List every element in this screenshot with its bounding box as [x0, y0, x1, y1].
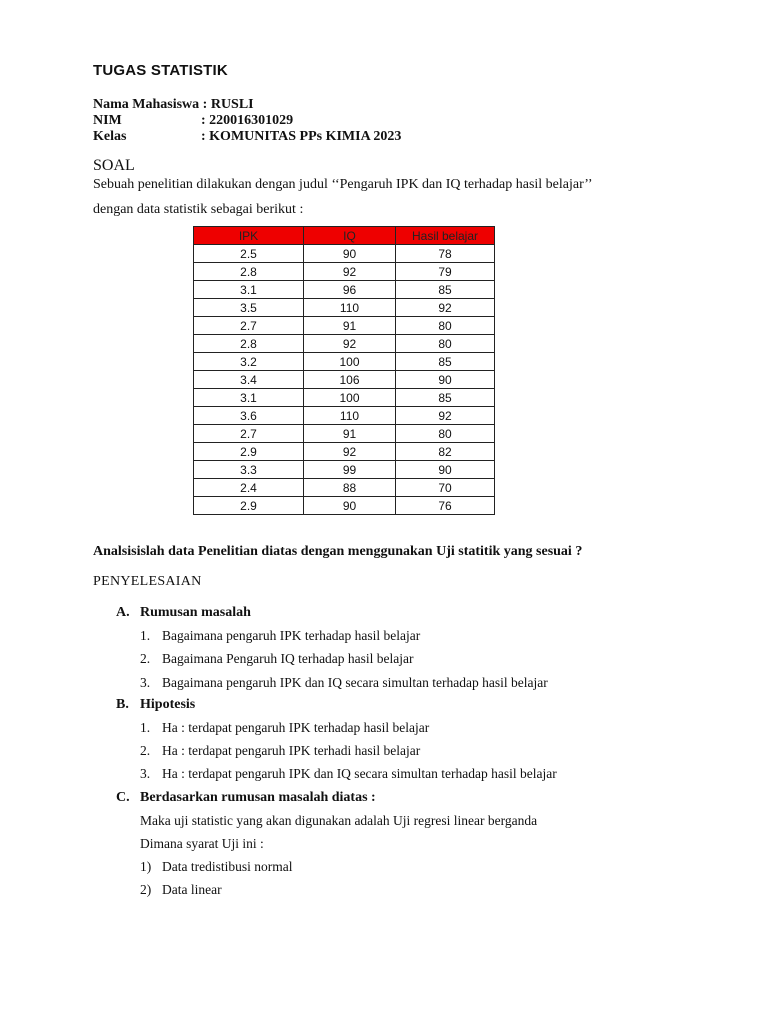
cell-ipk: 2.7: [194, 425, 304, 443]
list-text: Bagaimana pengaruh IPK terhadap hasil belajar: [162, 628, 421, 643]
cell-iq: 91: [304, 425, 396, 443]
cell-hasil-belajar: 92: [396, 407, 495, 425]
section-c-line-2: Dimana syarat Uji ini :: [140, 836, 264, 851]
section-b-marker: B.: [116, 697, 129, 712]
cell-ipk: 2.8: [194, 263, 304, 281]
list-text: Ha : terdapat pengaruh IPK terhadi hasil belajar: [162, 743, 421, 758]
info-nim-row: [93, 113, 293, 129]
cell-ipk: 2.4: [194, 479, 304, 497]
list-text: Bagaimana pengaruh IPK dan IQ secara simultan terhadap hasil belajar: [162, 675, 548, 690]
table-row: [194, 479, 495, 497]
cell-iq: 92: [304, 443, 396, 461]
cell-hasil-belajar: 85: [396, 353, 495, 371]
section-a-title: Rumusan masalah: [140, 605, 251, 620]
info-name-row: [93, 97, 254, 113]
cell-ipk: 2.9: [194, 497, 304, 515]
cell-hasil-belajar: 85: [396, 281, 495, 299]
list-number: 1): [140, 859, 152, 874]
cell-iq: 100: [304, 389, 396, 407]
cell-ipk: 3.3: [194, 461, 304, 479]
cell-ipk: 2.9: [194, 443, 304, 461]
cell-iq: 88: [304, 479, 396, 497]
table-row: [194, 317, 495, 335]
table-row: [194, 425, 495, 443]
header-iq: IQ: [304, 227, 396, 245]
cell-iq: 110: [304, 299, 396, 317]
table-row: [194, 299, 495, 317]
info-nim-value: : 220016301029: [201, 113, 294, 128]
table-header-row: [194, 227, 495, 245]
table-row: [194, 245, 495, 263]
header-hasil-belajar: Hasil belajar: [396, 227, 495, 245]
cell-hasil-belajar: 92: [396, 299, 495, 317]
section-c-line-1: Maka uji statistic yang akan digunakan adalah Uji regresi linear berganda: [140, 813, 538, 828]
cell-iq: 91: [304, 317, 396, 335]
table-row: [194, 443, 495, 461]
cell-ipk: 2.8: [194, 335, 304, 353]
header-ipk: IPK: [194, 227, 304, 245]
table-row: [194, 281, 495, 299]
data-table: [193, 226, 495, 515]
info-nim-label: NIM: [93, 113, 122, 128]
list-item: [140, 882, 222, 898]
cell-ipk: 2.7: [194, 317, 304, 335]
section-b-heading: [116, 697, 195, 713]
info-name-value: : RUSLI: [202, 97, 254, 112]
question-text: Analsisislah data Penelitian diatas dengan menggunakan Uji statitik yang sesuai ?: [93, 544, 583, 559]
table-body: [194, 245, 495, 515]
list-number: 1.: [140, 628, 151, 643]
section-a-marker: A.: [116, 605, 130, 620]
cell-hasil-belajar: 79: [396, 263, 495, 281]
cell-iq: 99: [304, 461, 396, 479]
soal-line-1: Sebuah penelitian dilakukan dengan judul ‘‘Pengaruh IPK dan IQ terhadap hasil belajar’’: [93, 177, 593, 192]
cell-ipk: 3.1: [194, 389, 304, 407]
table-row: [194, 407, 495, 425]
list-number: 3.: [140, 766, 151, 781]
list-text: Data tredistibusi normal: [162, 859, 293, 874]
list-item: [140, 743, 420, 759]
cell-hasil-belajar: 82: [396, 443, 495, 461]
section-a-heading: [116, 605, 251, 621]
soal-line-2: dengan data statistik sebagai berikut :: [93, 202, 304, 217]
info-name-label: Nama Mahasiswa: [93, 97, 200, 112]
cell-iq: 100: [304, 353, 396, 371]
list-number: 2.: [140, 743, 151, 758]
cell-ipk: 3.4: [194, 371, 304, 389]
table-row: [194, 263, 495, 281]
list-text: Ha : terdapat pengaruh IPK terhadap hasil belajar: [162, 720, 430, 735]
cell-ipk: 3.6: [194, 407, 304, 425]
info-kelas-value: : KOMUNITAS PPs KIMIA 2023: [201, 129, 402, 144]
section-c-marker: C.: [116, 790, 130, 805]
list-item: [140, 859, 292, 875]
cell-ipk: 3.5: [194, 299, 304, 317]
list-item: [140, 720, 429, 736]
soal-heading: SOAL: [93, 157, 135, 174]
list-number: 2.: [140, 651, 151, 666]
list-number: 2): [140, 882, 152, 897]
table-row: [194, 497, 495, 515]
cell-hasil-belajar: 90: [396, 371, 495, 389]
document-title: TUGAS STATISTIK: [93, 62, 228, 79]
list-number: 3.: [140, 675, 151, 690]
cell-ipk: 2.5: [194, 245, 304, 263]
cell-iq: 110: [304, 407, 396, 425]
cell-hasil-belajar: 76: [396, 497, 495, 515]
cell-hasil-belajar: 85: [396, 389, 495, 407]
list-text: Ha : terdapat pengaruh IPK dan IQ secara simultan terhadap hasil belajar: [162, 766, 557, 781]
cell-hasil-belajar: 78: [396, 245, 495, 263]
section-c-heading: [116, 790, 376, 806]
table-row: [194, 371, 495, 389]
cell-hasil-belajar: 70: [396, 479, 495, 497]
cell-iq: 96: [304, 281, 396, 299]
section-b-title: Hipotesis: [140, 697, 196, 712]
cell-hasil-belajar: 90: [396, 461, 495, 479]
cell-hasil-belajar: 80: [396, 317, 495, 335]
section-c-title: Berdasarkan rumusan masalah diatas :: [140, 790, 376, 805]
list-text: Bagaimana Pengaruh IQ terhadap hasil belajar: [162, 651, 414, 666]
cell-hasil-belajar: 80: [396, 425, 495, 443]
cell-iq: 92: [304, 263, 396, 281]
table-row: [194, 353, 495, 371]
list-number: 1.: [140, 720, 151, 735]
cell-iq: 106: [304, 371, 396, 389]
list-item: [140, 766, 557, 782]
list-item: [140, 675, 548, 691]
info-kelas-row: [93, 129, 401, 145]
cell-iq: 90: [304, 245, 396, 263]
table-row: [194, 335, 495, 353]
cell-iq: 90: [304, 497, 396, 515]
cell-ipk: 3.2: [194, 353, 304, 371]
table-row: [194, 389, 495, 407]
info-kelas-label: Kelas: [93, 129, 127, 144]
table-row: [194, 461, 495, 479]
penyelesaian-heading: PENYELESAIAN: [93, 574, 202, 589]
list-text: Data linear: [162, 882, 222, 897]
list-item: [140, 628, 420, 644]
cell-hasil-belajar: 80: [396, 335, 495, 353]
list-item: [140, 651, 414, 667]
cell-iq: 92: [304, 335, 396, 353]
cell-ipk: 3.1: [194, 281, 304, 299]
